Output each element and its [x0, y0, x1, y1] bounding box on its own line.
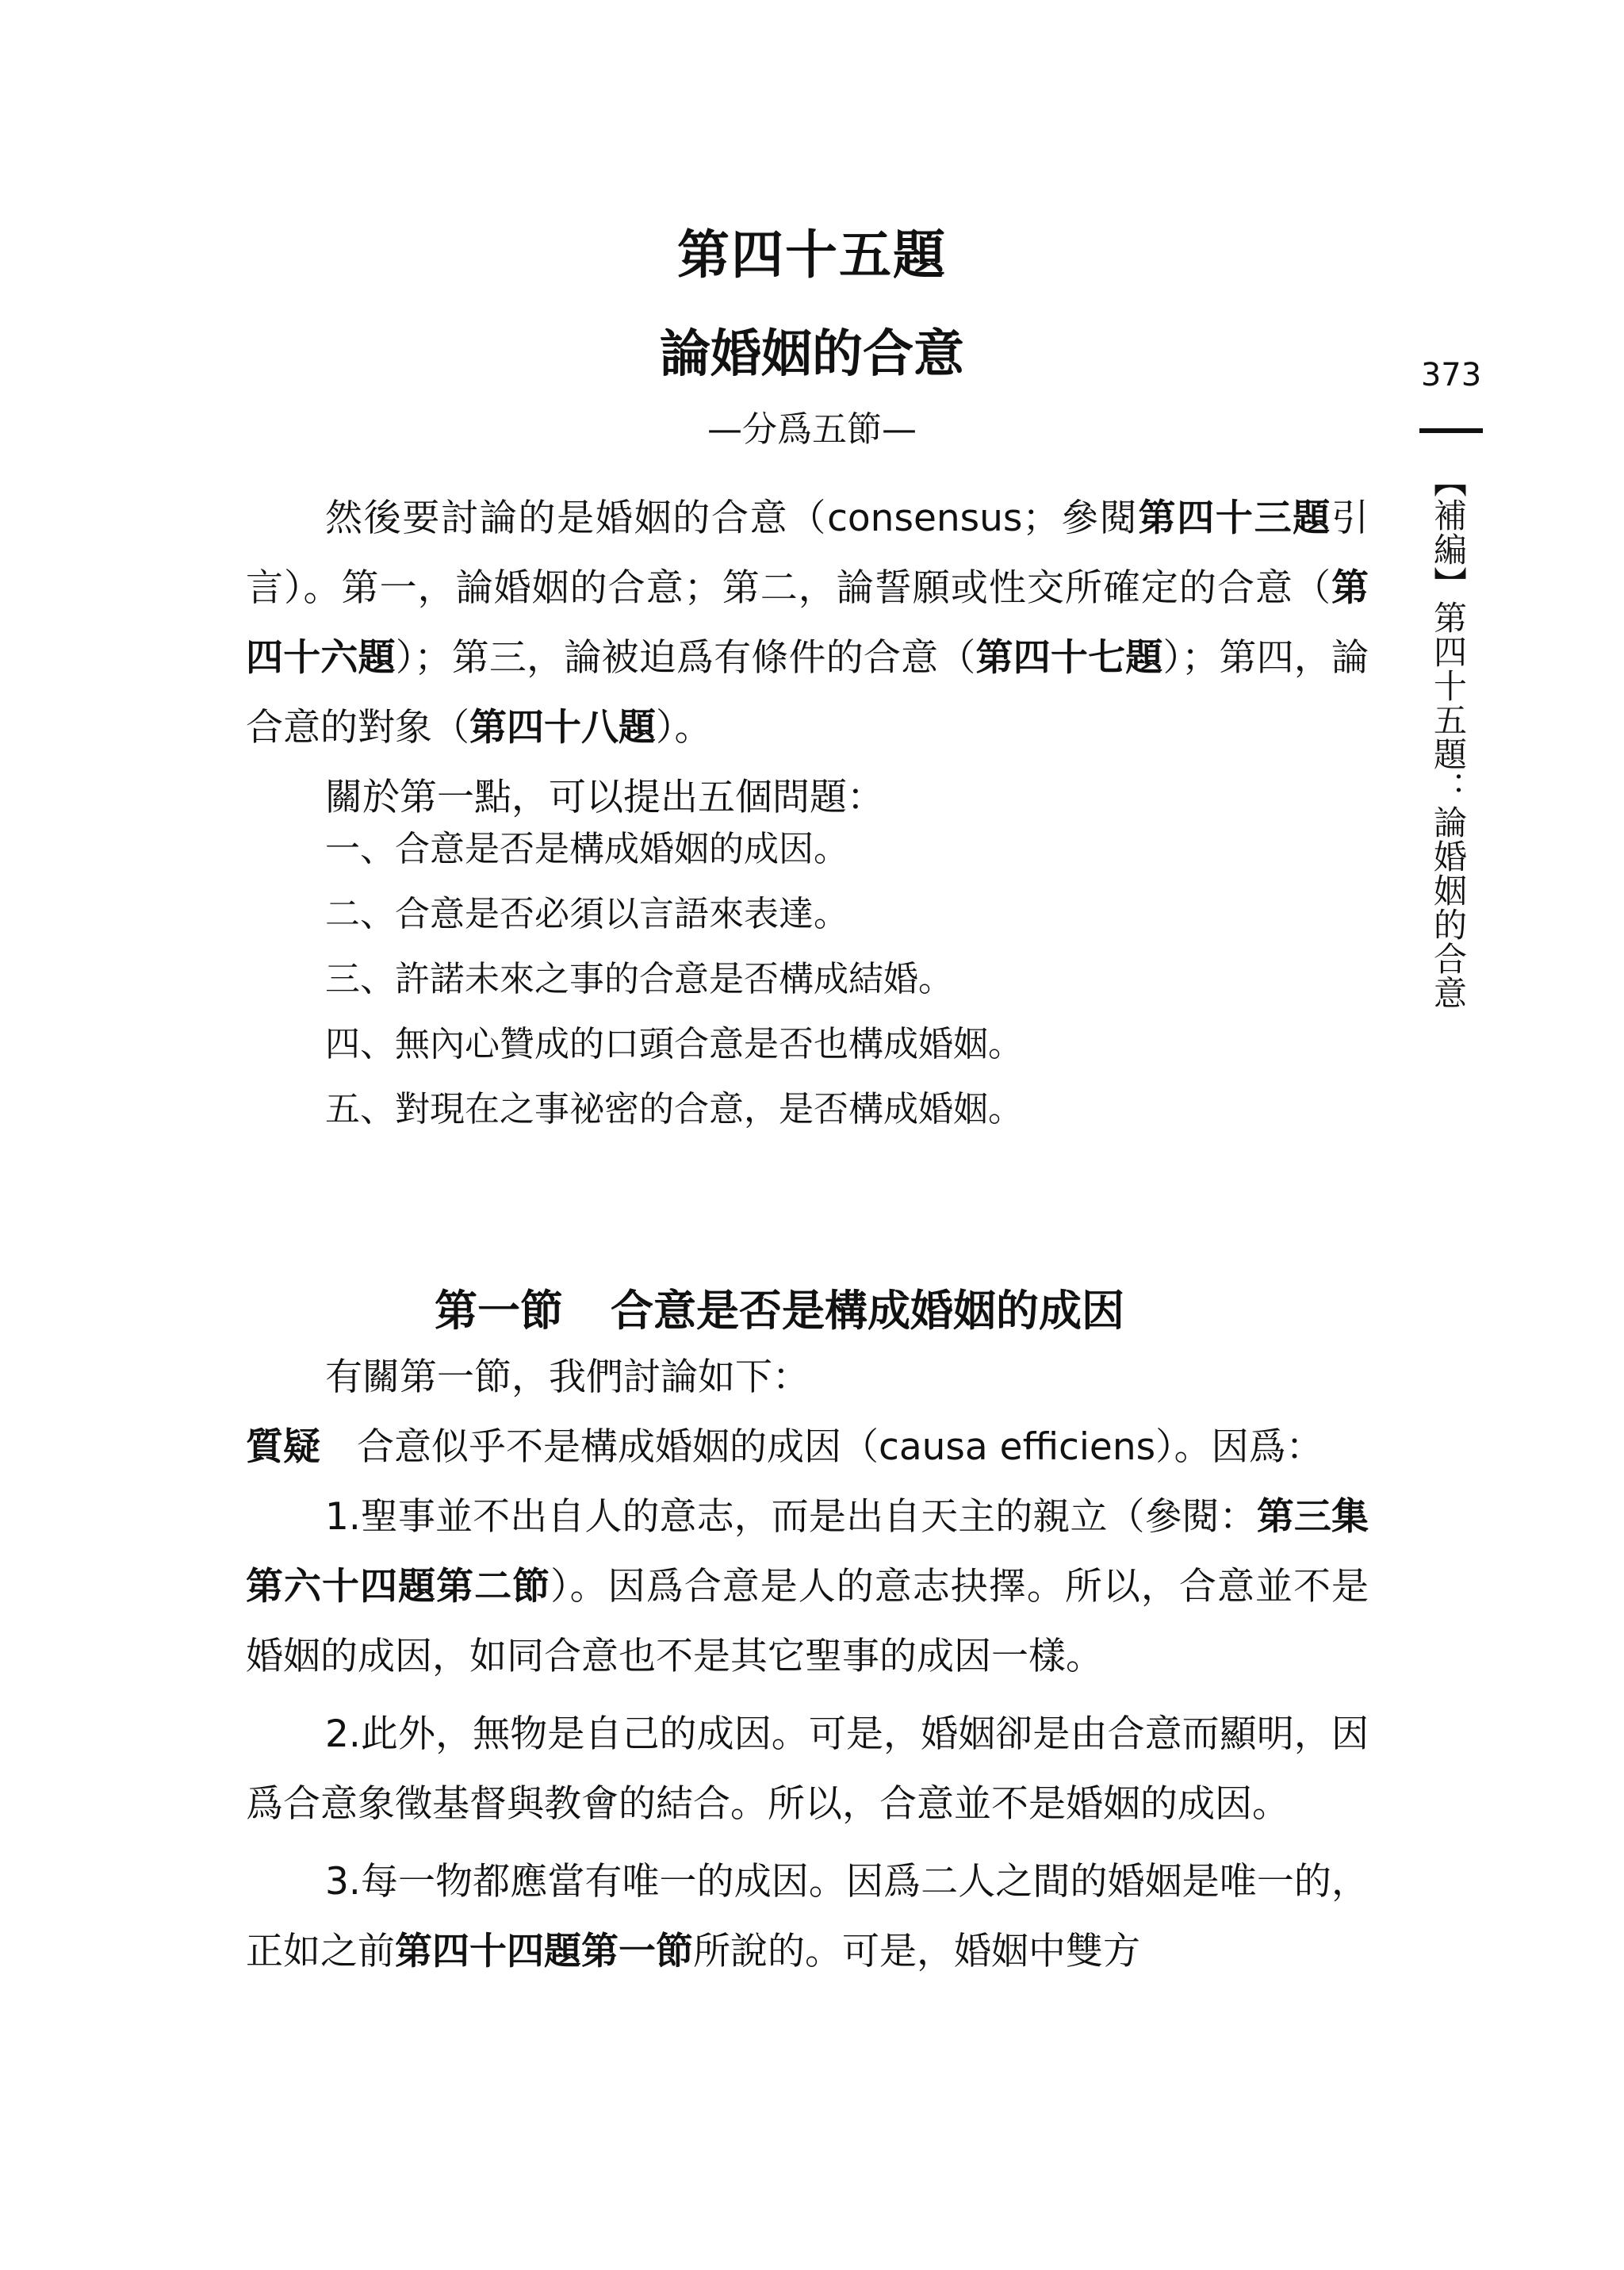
cross-reference: 第四十八題: [469, 706, 656, 750]
question-item: 四、無內心贊成的口頭合意是否也構成婚姻。: [325, 1024, 1023, 1064]
paragraph-spacer: [246, 1839, 1369, 1847]
question-item: 五、對現在之事祕密的合意，是否構成婚姻。: [325, 1089, 1023, 1129]
objection-label: 質疑: [246, 1425, 320, 1469]
page-number: 373: [1420, 357, 1482, 393]
section-lead: 有關第一節，我們討論如下：: [325, 1355, 810, 1399]
cross-reference: 第四十四題第一節: [395, 1930, 693, 1973]
objection-text: 合意似乎不是構成婚姻的成因（causa efficiens）。因爲：: [357, 1425, 1323, 1469]
intro-paragraph: [246, 484, 1369, 763]
intro-text-segment: ）。: [656, 706, 712, 750]
question-item: 二、合意是否必須以言語來表達。: [325, 894, 848, 934]
argument-text-segment: 3.每一物都應當有唯一的成因。因爲二人之間的婚姻是唯一的，正如之前: [246, 1860, 1369, 1973]
cross-reference: 第三集第六十四題第二節: [246, 1495, 1369, 1609]
intro-text-segment: 然後要討論的是婚姻的合意（consensus；參閱: [325, 497, 1139, 540]
argument-text-segment: 1.聖事並不出自人的意志，而是出自天主的親立（參閱：: [325, 1495, 1257, 1539]
section-heading: [435, 1277, 1465, 1338]
cross-reference: 第四十三題: [1138, 497, 1332, 540]
cross-reference: 第四十七題: [975, 636, 1163, 680]
intro-text: [246, 484, 1369, 833]
section-title: 合意是否是構成婚姻的成因: [611, 1285, 1124, 1336]
intro-text-segment: ）；第四，論合意的對象（: [246, 636, 1369, 750]
section-body: [246, 1343, 1369, 1987]
objection-paragraph: [246, 1413, 1369, 1482]
intro-text-segment: 引言）。第一，論婚姻的合意；第二，論誓願或性交所確定的合意（: [246, 497, 1369, 610]
section-number: 第一節: [435, 1285, 563, 1336]
argument-text-segment: 所說的。可是，婚姻中雙方: [693, 1930, 1140, 1973]
paragraph-spacer: [246, 1692, 1369, 1700]
cross-reference: 第四十六題: [246, 566, 1369, 680]
argument-2: 2.此外，無物是自己的成因。可是，婚姻卻是由合意而顯明，因爲合意象徵基督與教會的結合。所以，合意並不是婚姻的成因。: [246, 1712, 1369, 1826]
question-division-note: —分爲五節—: [707, 409, 917, 450]
argument-3: [246, 1847, 1369, 1987]
question-subject-title: 論婚姻的合意: [660, 325, 964, 384]
argument-1: [246, 1482, 1369, 1692]
question-number-title: 第四十五題: [677, 224, 947, 286]
argument-text-segment: ）。因爲合意是人的意志抉擇。所以，合意並不是婚姻的成因，如同合意也不是其它聖事的成因一樣。: [246, 1565, 1369, 1678]
question-item: 一、合意是否是構成婚姻的成因。: [325, 829, 848, 869]
running-head: 【補編】第四十五題：論婚姻的合意: [1429, 464, 1468, 1010]
question-item: 三、許諾未來之事的合意是否構成結婚。: [325, 959, 953, 999]
question-list: [325, 817, 1372, 1142]
intro-questions-lead: 關於第一點，可以提出五個問題：: [325, 776, 884, 819]
intro-text-segment: ）；第三，論被迫爲有條件的合意（: [395, 636, 976, 680]
